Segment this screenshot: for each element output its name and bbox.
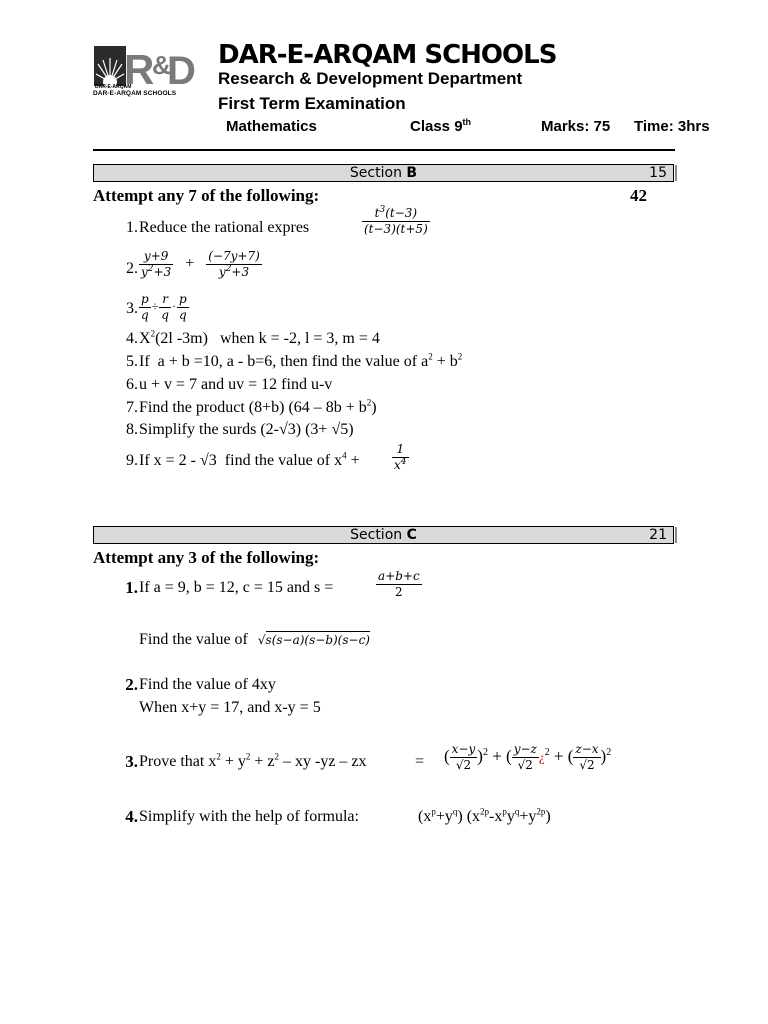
band-edge xyxy=(675,527,677,543)
class-label xyxy=(410,118,471,135)
section-b-title: Section B xyxy=(349,165,418,181)
question-b9-fraction: $\frac{1}{x^4}$ xyxy=(394,442,407,472)
square-root: √s(s−a)(s−b)(s−c) xyxy=(257,633,370,647)
school-name: DAR-E-ARQAM SCHOOLS xyxy=(218,40,557,70)
question-b2-expression: $\frac{y+9}{y^2+3}$ + $\frac{(-7y+7)}{y^2+3}$ xyxy=(141,249,260,279)
time-label: Time: 3hrs xyxy=(634,118,710,135)
question-c2-line2: When x+y = 17, and x-y = 5 xyxy=(139,699,321,716)
exam-title: First Term Examination xyxy=(218,94,406,113)
svg-text:R: R xyxy=(124,46,152,93)
section-c-marks: 21 xyxy=(649,527,667,543)
subject-label: Mathematics xyxy=(226,118,317,135)
header-rule xyxy=(93,149,675,151)
department-title: Research & Development Department xyxy=(218,69,523,88)
section-c-instruction: Attempt any 3 of the following: xyxy=(93,548,320,567)
section-b-band xyxy=(93,164,674,182)
question-c3-expression: ( $\frac{x-y}{√2}$ )$^2$ + ( $\frac{y-z}{√2}$ ¿$^2$ + ( $\frac{z-x}{√2}$ )$^2$ xyxy=(444,742,612,772)
logo-caption-small: DAR-E-ARQAM xyxy=(95,84,132,90)
svg-text:D: D xyxy=(167,49,196,93)
question-c1-line2: Find the value of √s(s−a)(s−b)(s−c) xyxy=(139,631,370,648)
section-b-total: 42 xyxy=(630,186,647,205)
question-b1-fraction: $\frac{t^3(t-3)}{(t-3)(t+5)}$ xyxy=(364,205,428,236)
class-sup: th xyxy=(462,117,472,127)
class-text: Class 9 xyxy=(410,118,463,135)
section-c-title: Section C xyxy=(350,527,417,543)
band-edge xyxy=(675,165,677,181)
marks-label: Marks: 75 xyxy=(541,118,611,135)
section-c-band xyxy=(93,526,674,544)
section-b-marks: 15 xyxy=(649,165,667,181)
question-c1-fraction: $\frac{a+b+c}{2}$ xyxy=(378,569,420,599)
logo-caption: DAR-E-ARQAM SCHOOLS xyxy=(93,90,177,97)
svg-text:&: & xyxy=(152,50,171,80)
section-b-instruction: Attempt any 7 of the following: xyxy=(93,186,320,205)
question-b3-expression: $\frac{p}{q}$ ÷ $\frac{r}{q}$ · $\frac{p}{q}$ xyxy=(141,292,187,322)
